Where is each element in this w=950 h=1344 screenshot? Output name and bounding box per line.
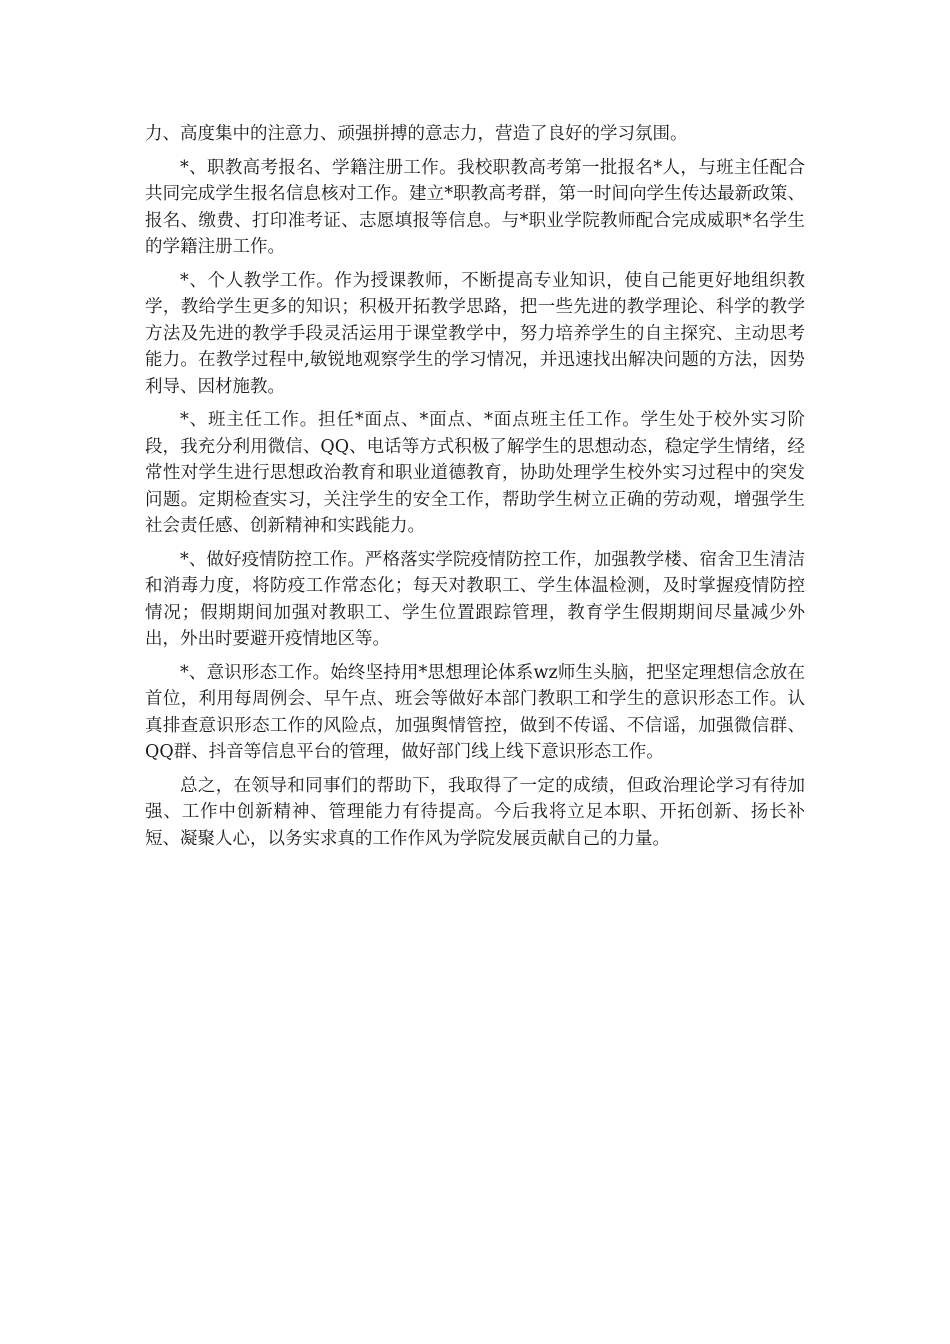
paragraph-continuation: 力、高度集中的注意力、顽强拼搏的意志力，营造了良好的学习氛围。 bbox=[145, 124, 688, 144]
paragraph-ideology-work: *、意识形态工作。始终坚持用*思想理论体系wz师生头脑，把坚定理想信念放在首位，利用每周例会、早午点、班会等做好本部门教职工和学生的意识形态工作。认真排查意识形态工作的风险点，加强舆情管控，做到不传谣、不信谣，加强微信群、QQ群、抖音等信息平台的管理，做好部门线上线下意识形态工作。 bbox=[145, 662, 805, 762]
paragraph-summary: 总之，在领导和同事们的帮助下，我取得了一定的成绩，但政治理论学习有待加强、工作中创新精神、管理能力有待提高。今后我将立足本职、开拓创新、扬长补短、凝聚人心，以务实求真的工作作风为学院发展贡献自己的力量。 bbox=[145, 775, 805, 849]
paragraph-exam-registration: *、职教高考报名、学籍注册工作。我校职教高考第一批报名*人，与班主任配合共同完成学生报名信息核对工作。建立*职教高考群，第一时间向学生传达最新政策、报名、缴费、打印准考证、志愿填报等信息。与*职业学院教师配合完成威职*名学生的学籍注册工作。 bbox=[145, 157, 805, 257]
document-body bbox=[145, 121, 805, 859]
paragraph-teaching-work: *、个人教学工作。作为授课教师，不断提高专业知识，使自己能更好地组织教学，教给学生更多的知识；积极开拓教学思路，把一些先进的教学理论、科学的教学方法及先进的教学手段灵活运用于课堂教学中，努力培养学生的自主探究、主动思考能力。在教学过程中,敏锐地观察学生的学习情况，并迅速找出解决问题的方法，因势利导、因材施教。 bbox=[145, 270, 805, 397]
paragraph-epidemic-prevention: *、做好疫情防控工作。严格落实学院疫情防控工作，加强教学楼、宿舍卫生清洁和消毒力度，将防疫工作常态化；每天对教职工、学生体温检测，及时掌握疫情防控情况；假期期间加强对教职工、学生位置跟踪管理，教育学生假期期间尽量减少外出，外出时要避开疫情地区等。 bbox=[145, 549, 805, 649]
paragraph-head-teacher-work: *、班主任工作。担任*面点、*面点、*面点班主任工作。学生处于校外实习阶段，我充分利用微信、QQ、电话等方式积极了解学生的思想动态，稳定学生情绪，经常性对学生进行思想政治教育和职业道德教育，协助处理学生校外实习过程中的突发问题。定期检查实习，关注学生的安全工作，帮助学生树立正确的劳动观，增强学生社会责任感、创新精神和实践能力。 bbox=[145, 410, 805, 536]
